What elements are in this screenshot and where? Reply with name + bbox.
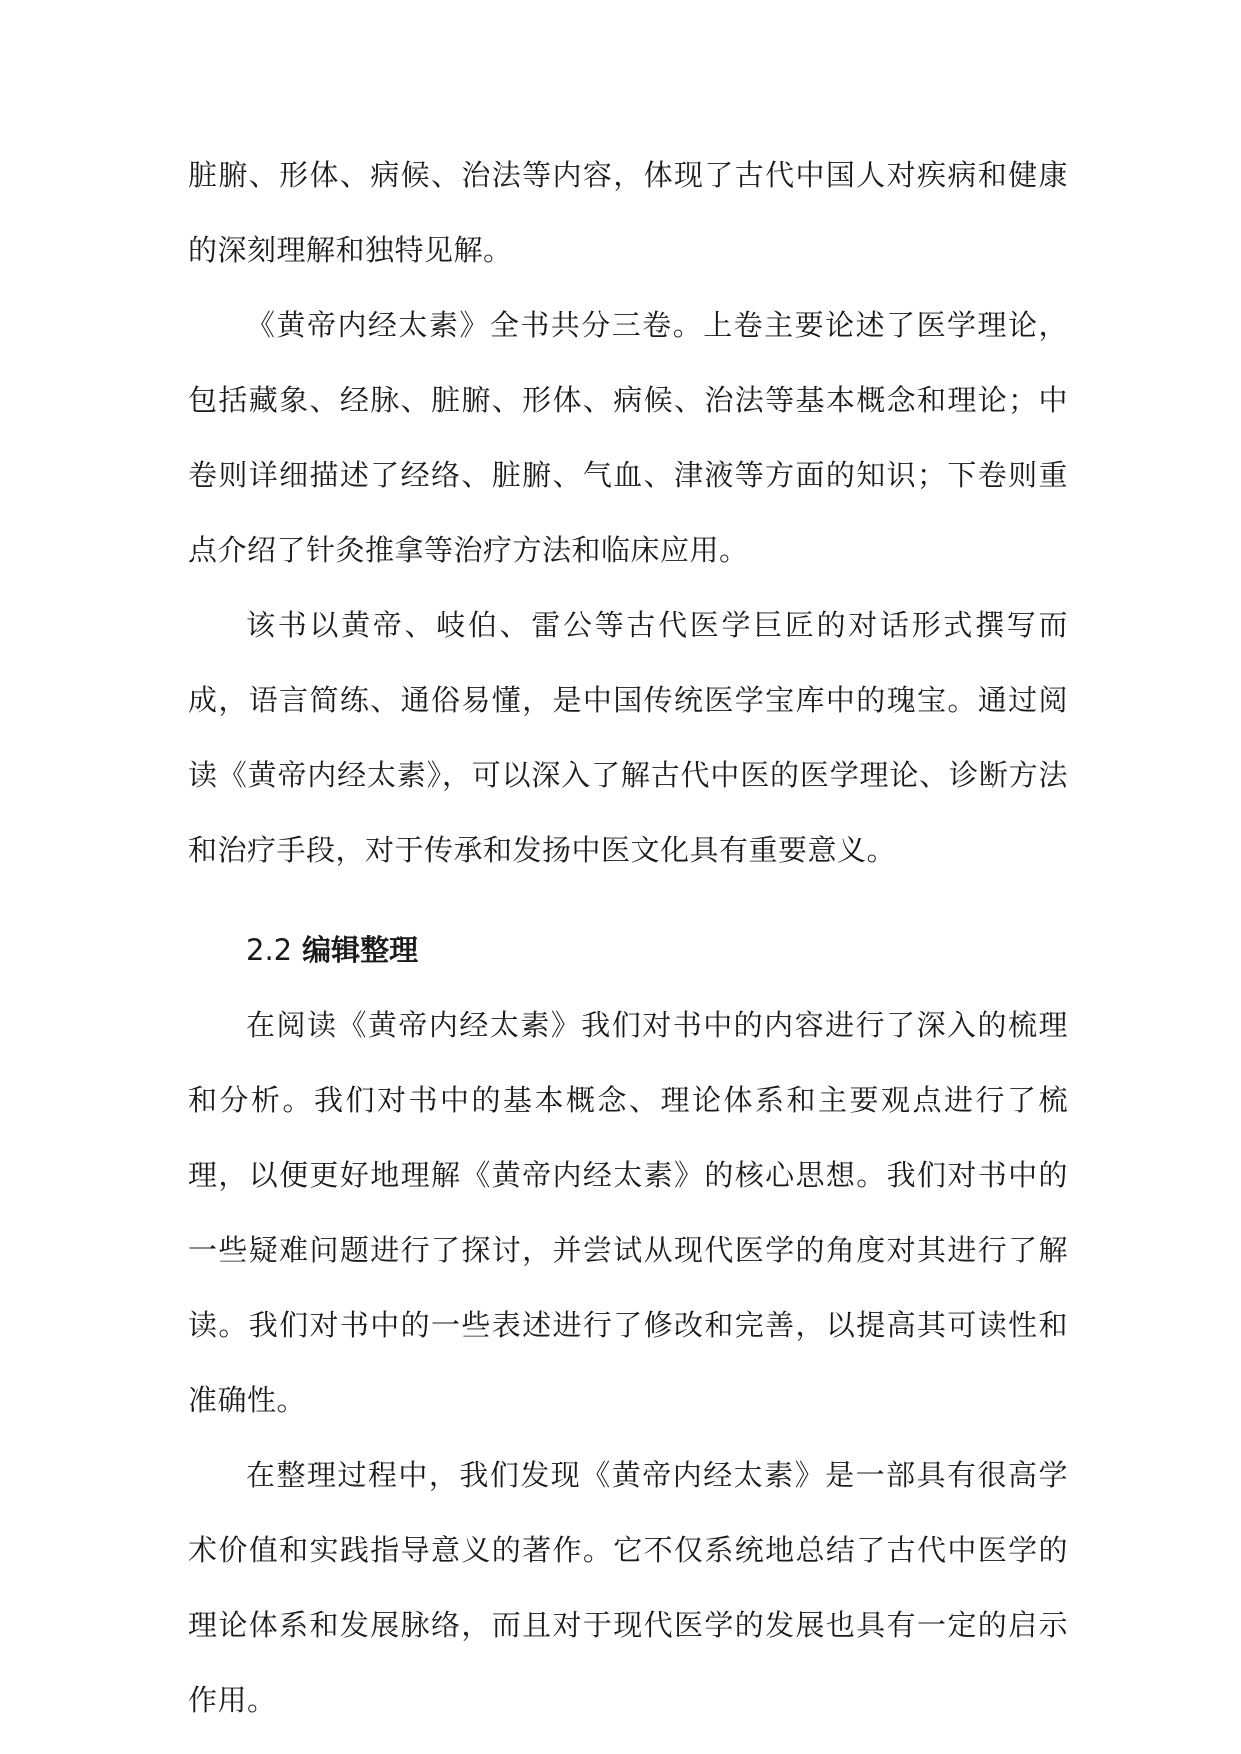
paragraph-dialogue-form: 该书以黄帝、岐伯、雷公等古代医学巨匠的对话形式撰写而成，语言简练、通俗易懂，是中国传统医学宝库中的瑰宝。通过阅读《黄帝内经太素》，可以深入了解古代中医的医学理论、诊断方法和治疗手段，对于传承和发扬中医文化具有重要意义。 <box>188 608 1068 867</box>
section-heading <box>188 913 1068 988</box>
document-page <box>188 138 1068 1738</box>
paragraph-findings: 在整理过程中，我们发现《黄帝内经太素》是一部具有很高学术价值和实践指导意义的著作。它不仅系统地总结了古代中医学的理论体系和发展脉络，而且对于现代医学的发展也具有一定的启示作用。 <box>188 1458 1068 1717</box>
paragraph-volumes: 《黄帝内经太素》全书共分三卷。上卷主要论述了医学理论，包括藏象、经脉、脏腑、形体、病候、治法等基本概念和理论；中卷则详细描述了经络、脏腑、气血、津液等方面的知识；下卷则重点介绍了针灸推拿等治疗方法和临床应用。 <box>188 308 1068 567</box>
section-number: 2.2 <box>246 933 293 967</box>
section-title: 编辑整理 <box>302 933 419 967</box>
paragraph-editing: 在阅读《黄帝内经太素》我们对书中的内容进行了深入的梳理和分析。我们对书中的基本概念、理论体系和主要观点进行了梳理，以便更好地理解《黄帝内经太素》的核心思想。我们对书中的一些疑难问题进行了探讨，并尝试从现代医学的角度对其进行了解读。我们对书中的一些表述进行了修改和完善，以提高其可读性和准确性。 <box>188 1008 1068 1417</box>
paragraph-continuation: 脏腑、形体、病候、治法等内容，体现了古代中国人对疾病和健康的深刻理解和独特见解。 <box>188 158 1068 267</box>
